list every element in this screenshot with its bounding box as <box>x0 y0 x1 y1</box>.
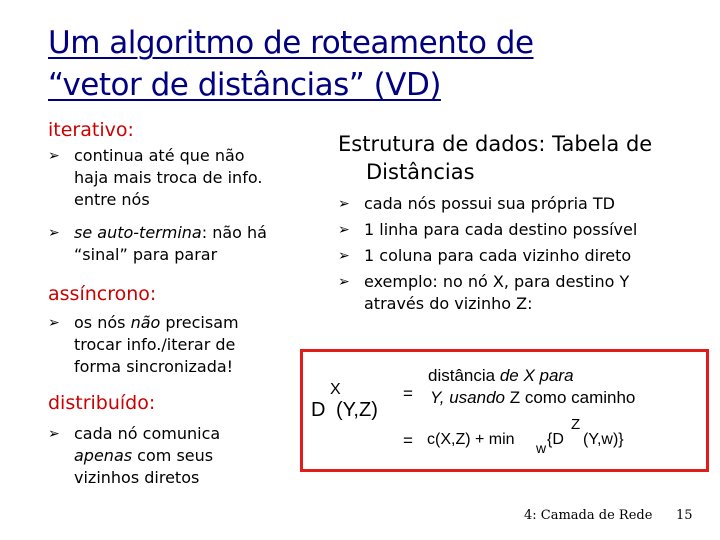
ds-bullet-4: ➢ exemplo: no nó X, para destino Y através do vizinho Z: <box>338 272 630 313</box>
formula-line-3-post: (Y,w)} <box>583 431 624 448</box>
async-heading: assíncrono: <box>48 283 157 305</box>
arrow-bullet-icon: ➢ <box>338 196 350 212</box>
arrow-bullet-icon: ➢ <box>338 274 350 290</box>
arrow-bullet-icon: ➢ <box>48 426 60 442</box>
formula-args: (Y,Z) <box>336 399 378 421</box>
formula-line-2: Y, usando Z como caminho <box>430 388 636 407</box>
iterative-b2-emphasis: se auto-termina <box>74 223 202 242</box>
formula-line-3-pre: c(X,Z) + min <box>427 431 515 448</box>
data-structure-heading-line2: Distâncias <box>366 160 475 184</box>
iterative-bullet-2 <box>48 222 308 266</box>
ds-bullet-4-line2: através do vizinho Z: <box>364 294 533 313</box>
formula-sup-x: X <box>330 381 341 398</box>
iterative-b1-line3: entre nós <box>74 190 150 209</box>
data-structure-heading-line1: Estrutura de dados: Tabela de <box>338 132 653 156</box>
ds-bullet-1: ➢ cada nós possui sua própria TD <box>338 194 615 213</box>
iterative-bullet-1 <box>48 145 308 211</box>
iterative-b1-line1: continua até que não <box>74 146 245 165</box>
async-b1-line3: forma sincronizada! <box>74 357 234 376</box>
title-line-1: Um algoritmo de roteamento de <box>48 25 534 61</box>
title-line-2: “vetor de distâncias” (VD) <box>48 67 441 103</box>
formula-line-3-mid: {D <box>547 431 564 448</box>
arrow-bullet-icon: ➢ <box>48 225 60 241</box>
distributed-b1-line1: cada nó comunica <box>74 424 221 443</box>
iterative-b2-rest: : não há <box>201 223 267 242</box>
formula-equals-2: = <box>403 431 413 450</box>
distributed-b1-emphasis: apenas <box>74 446 133 465</box>
async-b1-emphasis: não <box>130 313 161 332</box>
iterative-b2-line2: “sinal” para parar <box>74 245 218 264</box>
async-b1-line2: trocar info./iterar de <box>74 335 236 354</box>
iterative-b1-line2: haja mais troca de info. <box>74 168 263 187</box>
arrow-bullet-icon: ➢ <box>48 148 60 164</box>
footer-chapter: 4: Camada de Rede <box>524 508 653 523</box>
arrow-bullet-icon: ➢ <box>48 315 60 331</box>
formula-equals-1: = <box>403 384 413 403</box>
distributed-b1-line3: vizinhos diretos <box>74 468 200 487</box>
formula-box <box>300 349 709 472</box>
arrow-bullet-icon: ➢ <box>338 248 350 264</box>
ds-bullet-3: ➢ 1 coluna para cada vizinho direto <box>338 246 632 265</box>
async-bullet-1: ➢ os nós não precisam trocar info./iterar de forma sincronizada! <box>48 313 239 376</box>
formula-line-1: distância de X para <box>428 366 574 385</box>
formula-sup-z: Z <box>571 416 581 433</box>
distributed-heading: distribuído: <box>48 392 156 414</box>
arrow-bullet-icon: ➢ <box>338 222 350 238</box>
slide-title <box>48 22 688 106</box>
footer-page-number: 15 <box>676 508 693 523</box>
formula-d: D <box>311 399 326 421</box>
ds-bullet-2: ➢ 1 linha para cada destino possível <box>338 220 638 239</box>
distributed-bullet-1: ➢ cada nó comunica apenas com seus vizinhos diretos <box>48 424 221 487</box>
formula-sub-w: w <box>536 440 547 456</box>
iterative-heading: iterativo: <box>48 119 134 141</box>
data-structure-heading <box>338 130 652 186</box>
